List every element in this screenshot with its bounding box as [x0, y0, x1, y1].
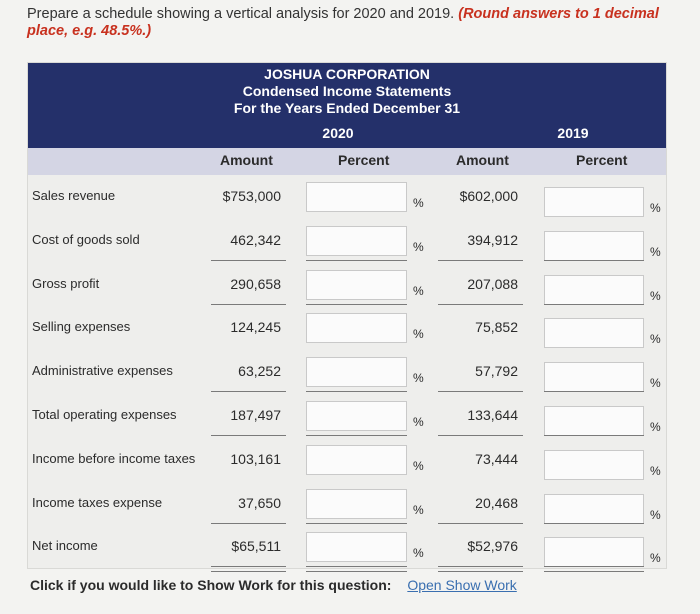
underline: [544, 260, 644, 261]
underline: [438, 260, 523, 261]
percent-sign-2019: %: [650, 420, 661, 434]
statement-header: [28, 63, 666, 148]
percent-sign-2019: %: [650, 463, 661, 478]
percent-2020-input[interactable]: [306, 445, 407, 475]
percent-sign-2019: %: [650, 288, 661, 303]
percent-2020-input[interactable]: [306, 270, 407, 300]
amount-2020: 462,342: [230, 231, 281, 248]
amount-2019: 133,644: [467, 407, 518, 423]
table-row: [28, 399, 666, 443]
underline: [306, 304, 407, 305]
percent-2019-input[interactable]: [544, 494, 644, 524]
amount-2019: 73,444: [475, 450, 518, 467]
percent-2020-input[interactable]: [306, 489, 407, 519]
underline: [306, 391, 407, 392]
show-work-prompt: Click if you would like to Show Work for this question:: [30, 577, 392, 593]
double-underline: [211, 566, 286, 572]
underline: [438, 523, 523, 524]
percent-2020-input[interactable]: [306, 313, 407, 343]
percent-2020-input[interactable]: [306, 532, 407, 562]
percent-sign-2019: %: [650, 332, 661, 347]
table-row: [28, 443, 666, 487]
open-show-work-link[interactable]: Open Show Work: [407, 577, 517, 593]
amount-2019: $602,000: [459, 188, 518, 204]
underline: [211, 523, 286, 524]
row-label: Administrative expenses: [32, 363, 173, 379]
underline: [438, 304, 523, 305]
table-row: [28, 487, 666, 531]
table-row: [28, 355, 666, 399]
amount-2019: $52,976: [467, 538, 518, 555]
percent-sign-2020: %: [413, 196, 424, 210]
amount-2020: 290,658: [230, 275, 281, 292]
row-label: Cost of goods sold: [32, 231, 140, 247]
percent-2020-input[interactable]: [306, 182, 407, 212]
underline: [306, 260, 407, 261]
percent-2019-input[interactable]: [544, 450, 644, 480]
percent-sign-2019: %: [650, 244, 661, 259]
percent-2020-input[interactable]: [306, 357, 407, 387]
amount-2019: 20,468: [475, 494, 518, 511]
double-underline: [544, 566, 644, 572]
year-2020-heading: 2020: [322, 125, 354, 141]
percent-2019-input[interactable]: [544, 275, 644, 305]
underline: [544, 391, 644, 392]
underline: [211, 391, 286, 392]
instructions: [27, 6, 677, 40]
table-row: [28, 180, 666, 224]
underline: [438, 391, 523, 392]
table-row: [28, 311, 666, 355]
amount-2020: $753,000: [222, 188, 281, 204]
underline: [211, 260, 286, 261]
row-label: Gross profit: [32, 275, 100, 291]
show-work-footer: [30, 577, 517, 593]
amount-2019: 394,912: [467, 231, 518, 248]
table-row: [28, 224, 666, 268]
underline: [438, 435, 523, 436]
amount-2019: 75,852: [475, 319, 518, 336]
percent-sign-2020: %: [413, 283, 424, 298]
percent-2019-input[interactable]: [544, 362, 644, 392]
percent-2019-input[interactable]: [544, 318, 644, 348]
percent-2020-header: Percent: [338, 152, 390, 168]
percent-sign-2020: %: [413, 239, 424, 254]
underline: [544, 304, 644, 305]
row-label: Sales revenue: [32, 188, 116, 203]
percent-sign-2019: %: [650, 201, 661, 215]
amount-2020: 37,650: [238, 494, 281, 511]
percent-sign-2019: %: [650, 507, 661, 522]
row-label: Selling expenses: [32, 319, 131, 335]
double-underline: [438, 566, 523, 572]
amount-2020: 63,252: [238, 363, 281, 380]
amount-2019: 57,792: [475, 363, 518, 380]
underline: [306, 523, 407, 524]
percent-2019-input[interactable]: [544, 187, 644, 217]
percent-sign-2020: %: [413, 458, 424, 473]
underline: [211, 435, 286, 436]
year-2019-heading: 2019: [557, 125, 589, 141]
percent-2020-input[interactable]: [306, 226, 407, 256]
percent-2019-header: Percent: [576, 152, 628, 168]
rounding-note: (Round answers to 1 decimal place, e.g. 48.5%.): [27, 6, 659, 39]
income-statement-panel: [27, 62, 667, 569]
row-label: Net income: [32, 538, 98, 554]
percent-sign-2020: %: [413, 371, 424, 386]
instructions-text: Prepare a schedule showing a vertical analysis for 2020 and 2019.: [27, 6, 455, 22]
column-headers: [28, 148, 666, 175]
statement-title: Condensed Income Statements: [242, 83, 452, 99]
underline: [544, 523, 644, 524]
amount-2020: 187,497: [230, 407, 281, 423]
amount-2020: $65,511: [231, 538, 281, 555]
table-row: [28, 268, 666, 312]
statement-period: For the Years Ended December 31: [233, 100, 461, 116]
percent-sign-2020: %: [413, 546, 424, 561]
amount-2019: 207,088: [467, 275, 518, 292]
amount-2020: 103,161: [230, 450, 281, 467]
percent-sign-2019: %: [650, 376, 661, 391]
percent-2019-input[interactable]: [544, 406, 644, 436]
underline: [211, 304, 286, 305]
row-label: Income before income taxes: [32, 450, 196, 466]
percent-sign-2019: %: [650, 551, 661, 566]
underline: [544, 435, 644, 436]
double-underline: [306, 566, 407, 572]
row-label: Income taxes expense: [32, 494, 163, 510]
company-name: JOSHUA CORPORATION: [264, 66, 430, 82]
percent-sign-2020: %: [413, 502, 424, 517]
percent-2019-input[interactable]: [544, 537, 644, 567]
amount-2019-header: Amount: [456, 152, 509, 168]
amount-2020-header: Amount: [220, 152, 273, 168]
percent-sign-2020: %: [413, 415, 424, 429]
percent-2020-input[interactable]: [306, 401, 407, 431]
percent-sign-2020: %: [413, 327, 424, 342]
amount-2020: 124,245: [230, 319, 281, 336]
underline: [306, 435, 407, 436]
table-row: [28, 530, 666, 574]
percent-2019-input[interactable]: [544, 231, 644, 261]
row-label: Total operating expenses: [32, 407, 177, 422]
